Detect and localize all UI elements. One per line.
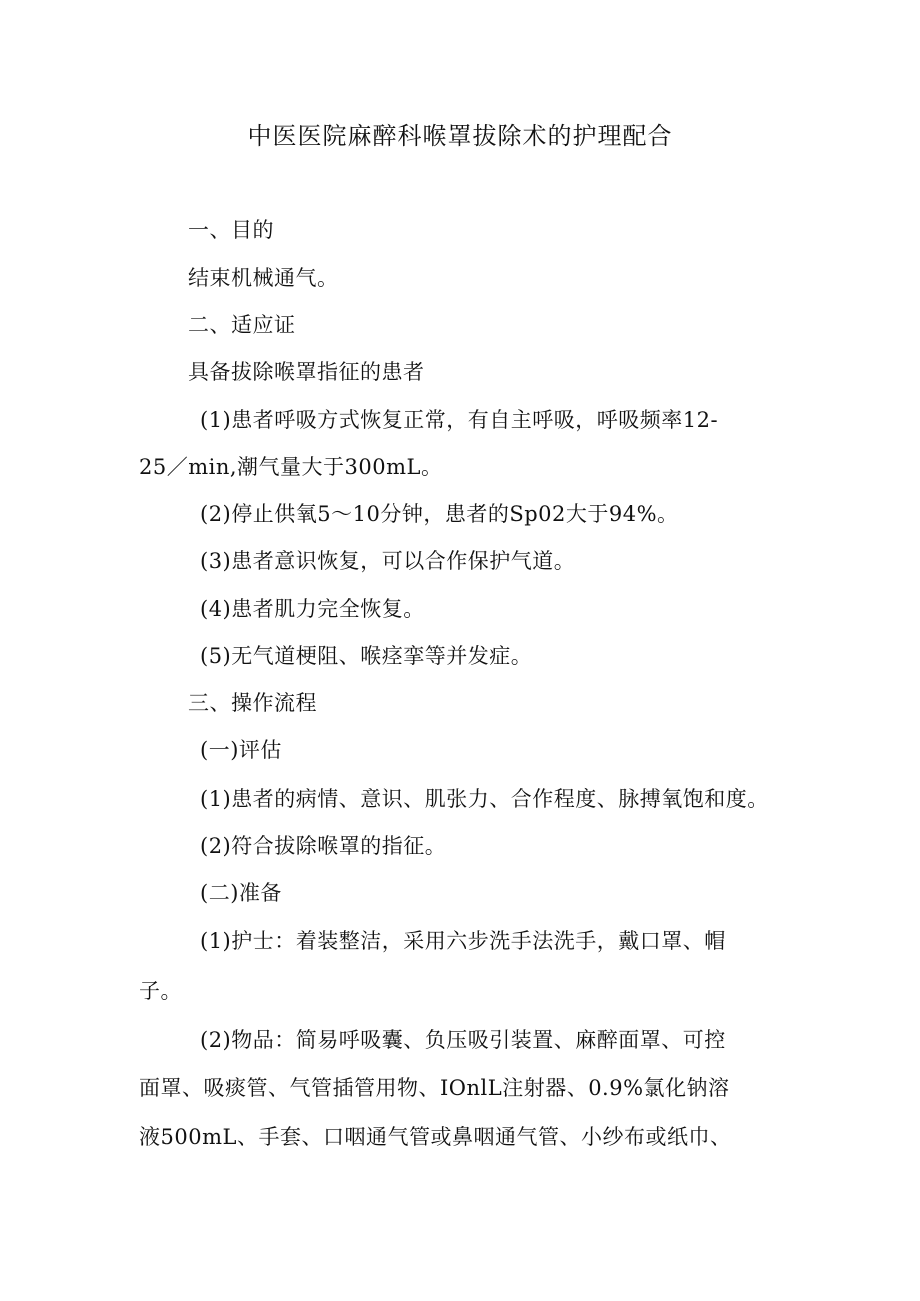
list-item-line: (2)符合拔除喉罩的指征。 — [200, 834, 447, 858]
list-item-continuation: 面罩、吸痰管、气管插管用物、IOnlL注射器、0.9%氯化钠溶 — [139, 1076, 730, 1100]
list-item-line: (1)患者呼吸方式恢复正常，有自主呼吸，呼吸频率12- — [200, 408, 719, 432]
subsection-heading-preparation: (二)准备 — [200, 881, 282, 905]
list-item-continuation: 25／min,潮气量大于300mL。 — [139, 455, 443, 479]
section-heading-purpose: 一、目的 — [188, 218, 274, 242]
list-item-line: (1)患者的病情、意识、肌张力、合作程度、脉搏氧饱和度。 — [200, 787, 769, 811]
list-item-line: (2)停止供氧5～10分钟，患者的Sp02大于94%。 — [200, 502, 679, 526]
list-item-continuation: 液500mL、手套、口咽通气管或鼻咽通气管、小纱布或纸巾、 — [139, 1125, 732, 1149]
list-item-line: (2)物品：简易呼吸囊、负压吸引装置、麻醉面罩、可控 — [200, 1028, 726, 1052]
paragraph-line: 具备拔除喉罩指征的患者 — [188, 360, 425, 384]
list-item-line: (1)护士：着装整洁，采用六步洗手法洗手，戴口罩、帽 — [200, 929, 726, 953]
list-item-line: (3)患者意识恢复，可以合作保护气道。 — [200, 549, 576, 573]
list-item-continuation: 子。 — [139, 979, 182, 1003]
document-title: 中医医院麻醉科喉罩拔除术的护理配合 — [247, 122, 673, 150]
list-item-line: (4)患者肌力完全恢复。 — [200, 597, 425, 621]
section-heading-indications: 二、适应证 — [188, 313, 296, 337]
subsection-heading-assessment: (一)评估 — [200, 738, 282, 762]
paragraph-line: 结束机械通气。 — [188, 266, 339, 290]
list-item-line: (5)无气道梗阻、喉痉挛等并发症。 — [200, 644, 533, 668]
section-heading-procedure: 三、操作流程 — [188, 691, 317, 715]
